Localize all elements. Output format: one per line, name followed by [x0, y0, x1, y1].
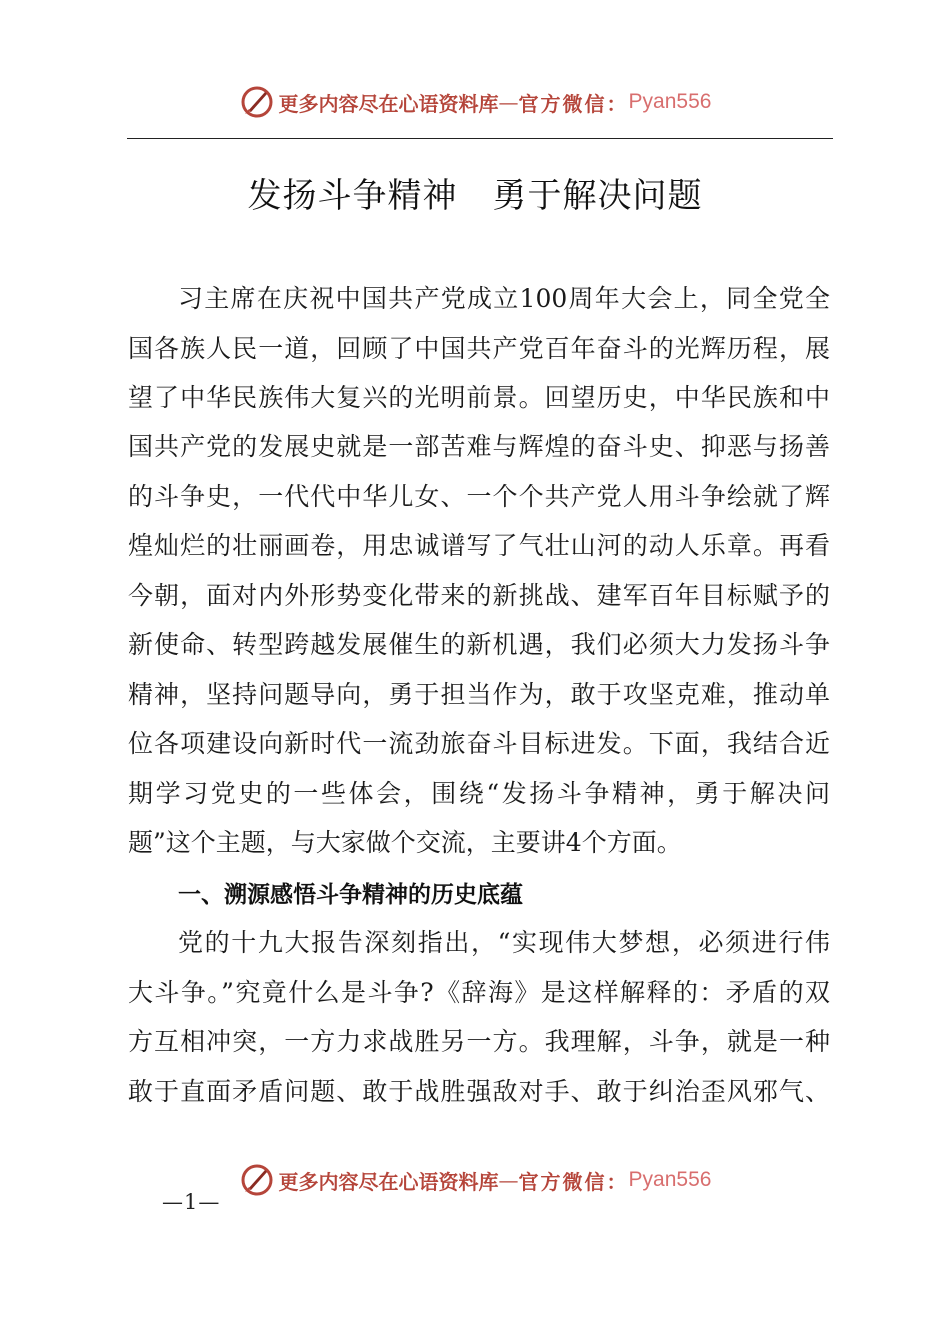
document-title: 发扬斗争精神 勇于解决问题	[247, 176, 703, 216]
paragraph-line: 煌灿烂的壮丽画卷，用忠诚谱写了气壮山河的动人乐章。再看	[128, 531, 830, 560]
banner-dash: —	[498, 1168, 519, 1192]
page-number: —1—	[162, 1190, 221, 1214]
paragraph-line: 大斗争。”究竟什么是斗争?《辞海》是这样解释的：矛盾的双	[128, 978, 830, 1007]
paragraph-line: 位各项建设向新时代一流劲旅奋斗目标进发。下面，我结合近	[128, 729, 830, 758]
paragraph-line: 今朝，面对内外形势变化带来的新挑战、建军百年目标赋予的	[128, 581, 830, 610]
paragraph-line: 方互相冲突，一方力求战胜另一方。我理解，斗争，就是一种	[128, 1027, 830, 1056]
header-banner	[0, 82, 950, 122]
quill-pen-logo-icon	[239, 1162, 275, 1198]
paragraph-line: 习主席在庆祝中国共产党成立100周年大会上，同全党全	[178, 284, 830, 313]
wechat-label: 官方微信：	[518, 1169, 629, 1194]
paragraph-line: 国各族人民一道，回顾了中国共产党百年奋斗的光辉历程，展	[128, 334, 830, 363]
wechat-id: Pyan556	[628, 90, 712, 113]
header-rule	[127, 138, 833, 139]
brand-name: 更多内容尽在心语资料库	[278, 91, 499, 116]
banner-dash: —	[498, 90, 519, 114]
wechat-id: Pyan556	[628, 1168, 712, 1191]
footer-banner	[0, 1160, 950, 1200]
quill-pen-logo-icon	[239, 84, 275, 120]
paragraph-line: 望了中华民族伟大复兴的光明前景。回望历史，中华民族和中	[128, 383, 830, 412]
wechat-label: 官方微信：	[518, 91, 629, 116]
brand-name: 更多内容尽在心语资料库	[278, 1169, 499, 1194]
paragraph-line: 敢于直面矛盾问题、敢于战胜强敌对手、敢于纠治歪风邪气、	[128, 1077, 830, 1106]
section-heading: 一、溯源感悟斗争精神的历史底蕴	[178, 882, 523, 908]
paragraph-line: 精神，坚持问题导向，勇于担当作为，敢于攻坚克难，推动单	[128, 680, 830, 709]
paragraph-line: 的斗争史，一代代中华儿女、一个个共产党人用斗争绘就了辉	[128, 482, 830, 511]
paragraph-line: 题”这个主题，与大家做个交流，主要讲4个方面。	[128, 828, 682, 857]
paragraph-line: 期学习党史的一些体会，围绕“发扬斗争精神，勇于解决问	[128, 779, 830, 808]
paragraph-line: 党的十九大报告深刻指出，“实现伟大梦想，必须进行伟	[178, 928, 830, 957]
paragraph-line: 国共产党的发展史就是一部苦难与辉煌的奋斗史、抑恶与扬善	[128, 432, 830, 461]
paragraph-line: 新使命、转型跨越发展催生的新机遇，我们必须大力发扬斗争	[128, 630, 830, 659]
